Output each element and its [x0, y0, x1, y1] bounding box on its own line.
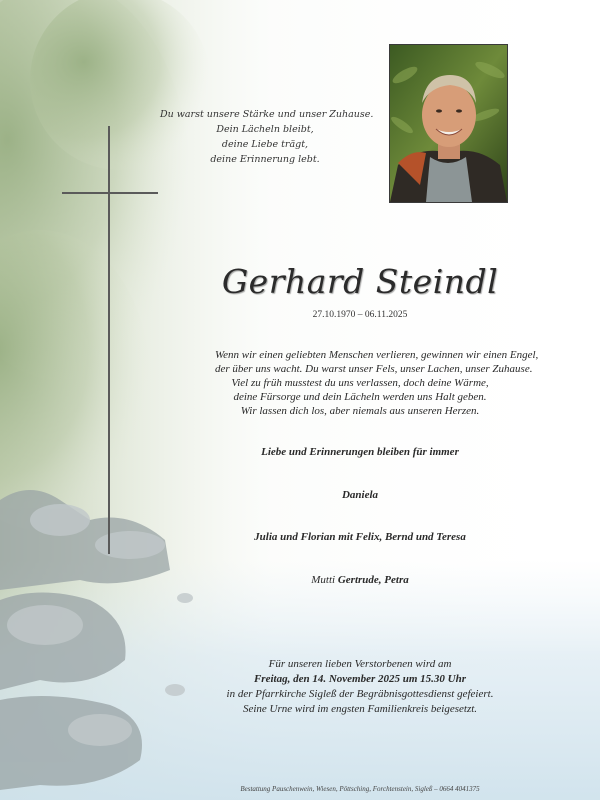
poem-line: Wir lassen dich los, aber niemals aus unseren Herzen.: [240, 405, 480, 417]
poem-line: Viel zu früh musstest du uns verlassen, doch deine Wärme,: [231, 377, 489, 389]
mourner-children: Julia und Florian mit Felix, Bernd und Teresa: [254, 531, 466, 543]
mourners-heading: Liebe und Erinnerungen bleiben für immer: [261, 446, 459, 458]
service-line: in der Pfarrkirche Sigleß der Begräbnisgottesdienst gefeiert.: [226, 688, 494, 700]
poem-line: der über uns wacht. Du warst unser Fels, unser Lachen, unser Zuhause.: [215, 363, 533, 375]
memorial-text: [215, 348, 539, 418]
opening-quote: [160, 107, 374, 167]
service-line: Für unseren lieben Verstorbenen wird am: [268, 658, 452, 670]
life-dates: 27.10.1970 – 06.11.2025: [312, 310, 408, 320]
service-date: Freitag, den 14. November 2025 um 15.30 Uhr: [253, 673, 467, 685]
mother-names: Gertrude, Petra: [337, 574, 409, 586]
service-info: [200, 657, 520, 717]
quote-line: Du warst unsere Stärke und unser Zuhause.: [160, 109, 374, 120]
deceased-name: Gerhard Steindl: [221, 262, 499, 301]
poem-line: deine Fürsorge und dein Lächeln werden uns Halt geben.: [233, 391, 487, 403]
quote-line: deine Liebe trägt,: [221, 139, 309, 150]
quote-line: Dein Lächeln bleibt,: [216, 124, 314, 135]
portrait-photo: [389, 44, 508, 203]
quote-line: deine Erinnerung lebt.: [210, 154, 320, 165]
mother-prefix: Mutti: [311, 574, 336, 586]
poem-line: Wenn wir einen geliebten Menschen verlieren, gewinnen wir einen Engel,: [215, 349, 539, 361]
funeral-home-footer: Bestattung Pauschenwein, Wiesen, Pöttsching, Forchtenstein, Sigleß – 0664 4041375: [240, 785, 480, 793]
service-line: Seine Urne wird im engsten Familienkreis beigesetzt.: [242, 703, 478, 715]
mourner-mother: [200, 574, 520, 586]
mourner-partner: Daniela: [341, 489, 379, 501]
